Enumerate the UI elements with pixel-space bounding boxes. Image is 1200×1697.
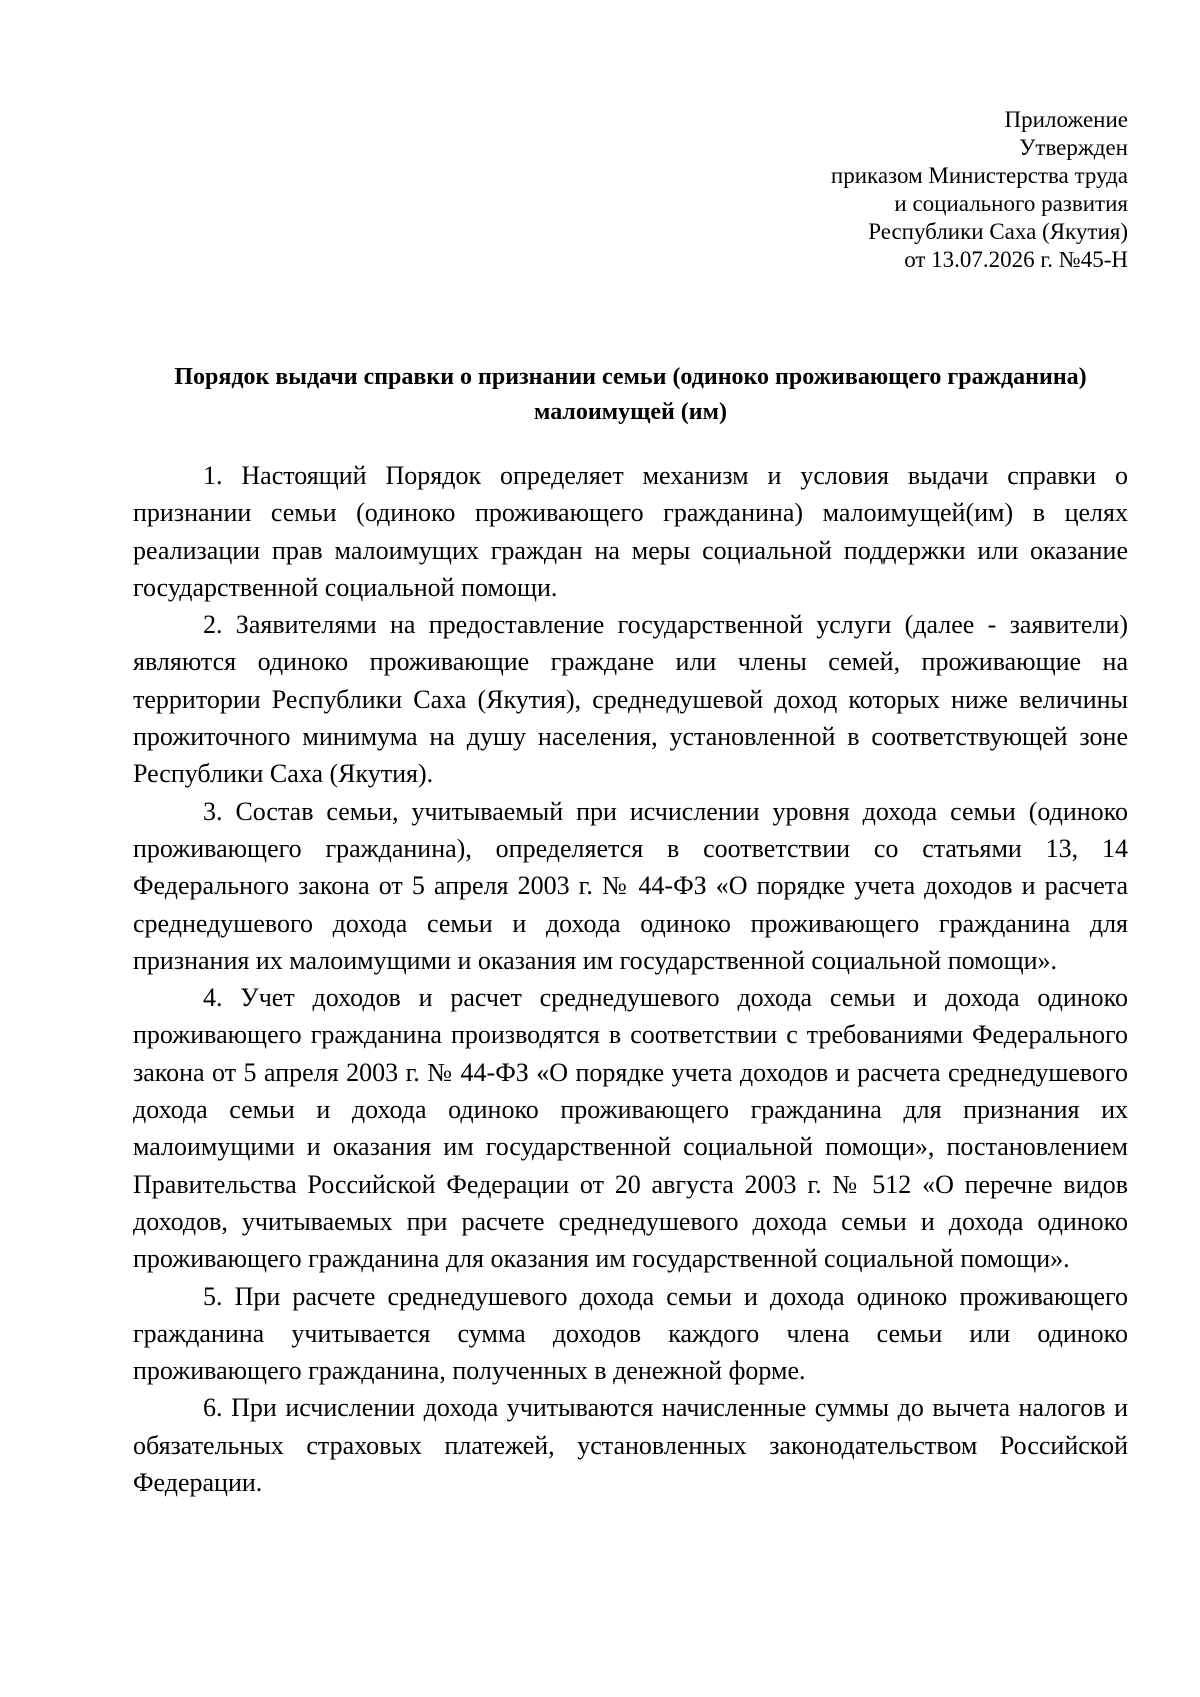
paragraph-4: 4. Учет доходов и расчет среднедушевого дохода семьи и дохода одиноко проживающего гражданина производятся в соответствии с требованиями Федерального закона от 5 апреля 2003 г. № 44-ФЗ «О порядке учета доходов и расчета среднедушевого дохода семьи и дохода одиноко проживающего гражданина для признания их малоимущими и оказания им государственной социальной помощи», постановлением Правительства Российской Федерации от 20 августа 2003 г. № 512 «О перечне видов доходов, учитываемых при расчете среднедушевого дохода семьи и дохода одиноко проживающего гражданина для оказания им государственной социальной помощи». [133,983,1128,1274]
header-line-appendix: Приложение [1004,107,1128,132]
header-line-approved: Утвержден [1019,135,1128,160]
paragraph-2: 2. Заявителями на предоставление государственной услуги (далее - заявители) являются одиноко проживающие граждане или члены семей, проживающие на территории Республики Саха (Якутия), среднедушевой доход которых ниже величины прожиточного минимума на душу населения, установленной в соответствующей зоне Республики Саха (Якутия). [133,610,1128,789]
approval-header [528,106,1128,274]
paragraph-3: 3. Состав семьи, учитываемый при исчислении уровня дохода семьи (одиноко проживающего гражданина), определяется в соответствии со статьями 13, 14 Федерального закона от 5 апреля 2003 г. № 44-ФЗ «О порядке учета доходов и расчета среднедушевого дохода семьи и дохода одиноко проживающего гражданина для признания их малоимущими и оказания им государственной социальной помощи». [133,796,1128,975]
header-line-republic: Республики Саха (Якутия) [868,219,1128,244]
header-line-order: приказом Министерства труда [830,163,1128,188]
paragraph-6: 6. При исчислении дохода учитываются начисленные суммы до вычета налогов и обязательных страховых платежей, установленных законодательством Российской Федерации. [133,1393,1128,1498]
header-line-ministry: и социального развития [894,191,1128,216]
paragraph-1: 1. Настоящий Порядок определяет механизм и условия выдачи справки о признании семьи (одиноко проживающего гражданина) малоимущей(им) в целях реализации прав малоимущих граждан на меры социальной поддержки или оказание государственной социальной помощи. [133,461,1128,602]
document-body [133,457,1128,1501]
header-line-date-number: от 13.07.2026 г. №45-Н [904,247,1128,272]
paragraph-5: 5. При расчете среднедушевого дохода семьи и дохода одиноко проживающего гражданина учитывается сумма доходов каждого члена семьи или одиноко проживающего гражданина, полученных в денежной форме. [133,1281,1128,1386]
document-title: Порядок выдачи справки о признании семьи (одиноко проживающего гражданина) малоимущей (им) [174,364,1087,425]
